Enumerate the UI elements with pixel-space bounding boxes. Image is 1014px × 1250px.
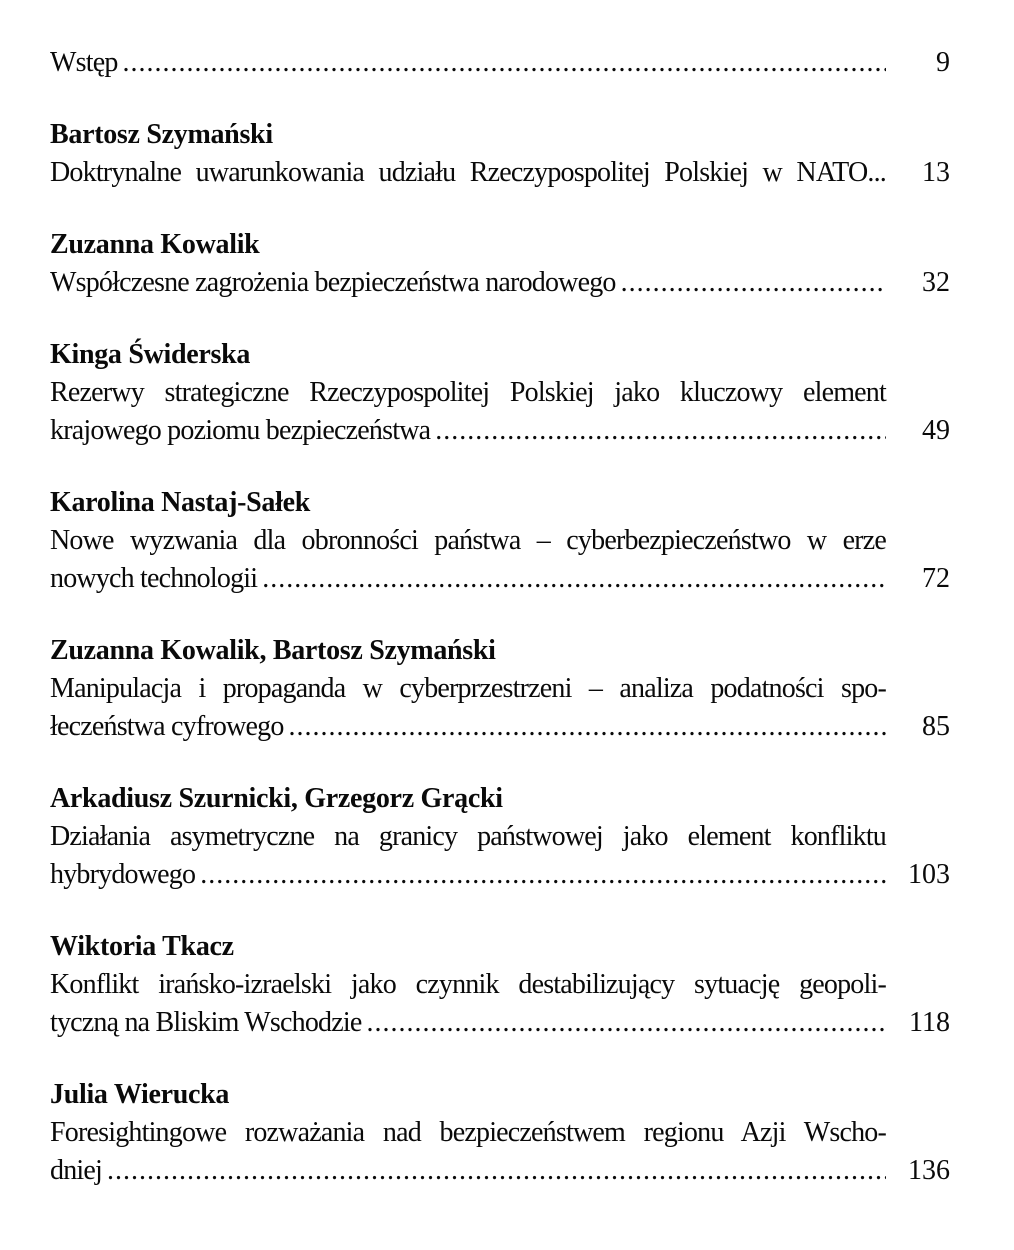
title-line: łeczeństwa cyfrowego xyxy=(50,711,284,742)
title-line: dniej xyxy=(50,1155,102,1186)
title-line: Nowe wyzwania dla obronności państwa – cyberbezpieczeństwo w erze xyxy=(50,525,886,556)
dot-leader xyxy=(195,856,886,894)
entry-title-lines xyxy=(50,522,950,598)
page-number: 72 xyxy=(922,563,950,594)
page-number: 103 xyxy=(908,859,950,890)
entry-title-lines xyxy=(50,818,950,894)
toc-entry xyxy=(50,116,950,192)
toc-entry xyxy=(50,780,950,894)
dot-leader xyxy=(361,1004,886,1042)
entry-authors: Wiktoria Tkacz xyxy=(50,931,234,962)
title-line: Działania asymetryczne na granicy państwowej jako element konfliktu xyxy=(50,821,886,852)
toc-entry xyxy=(50,226,950,302)
title-last-line xyxy=(50,412,950,450)
page-number: 136 xyxy=(908,1155,950,1186)
title-line: Manipulacja i propaganda w cyberprzestrzeni – analiza podatności spo- xyxy=(50,673,886,704)
title-line: krajowego poziomu bezpieczeństwa xyxy=(50,415,431,446)
title-line: Współczesne zagrożenia bezpieczeństwa narodowego xyxy=(50,267,616,298)
title-line: nowych technologii xyxy=(50,563,258,594)
toc-entry xyxy=(50,632,950,746)
toc-entries xyxy=(50,44,950,1190)
entry-authors: Julia Wierucka xyxy=(50,1079,230,1110)
toc-entry xyxy=(50,1076,950,1190)
title-last-line xyxy=(50,44,950,82)
page-number: 49 xyxy=(922,415,950,446)
dot-leader xyxy=(430,412,886,450)
entry-title-lines xyxy=(50,670,950,746)
title-line: Foresightingowe rozważania nad bezpieczeństwem regionu Azji Wscho- xyxy=(50,1117,886,1148)
title-last-line xyxy=(50,560,950,598)
dot-leader xyxy=(257,560,886,598)
title-line: Doktrynalne uwarunkowania udziału Rzeczypospolitej Polskiej w NATO... xyxy=(50,157,886,188)
entry-authors: Kinga Świderska xyxy=(50,339,251,370)
toc-entry xyxy=(50,928,950,1042)
dot-leader xyxy=(102,1152,886,1190)
page-number: 118 xyxy=(909,1007,950,1038)
entry-authors: Bartosz Szymański xyxy=(50,119,273,150)
toc-entry xyxy=(50,44,950,82)
title-last-line xyxy=(50,856,950,894)
dot-leader xyxy=(284,708,886,746)
entry-authors: Arkadiusz Szurnicki, Grzegorz Grącki xyxy=(50,783,503,814)
page-number: 32 xyxy=(922,267,950,298)
entry-title-lines xyxy=(50,966,950,1042)
title-line: Rezerwy strategiczne Rzeczypospolitej Polskiej jako kluczowy element xyxy=(50,377,886,408)
title-last-line xyxy=(50,1152,950,1190)
title-line: hybrydowego xyxy=(50,859,196,890)
entry-title-lines xyxy=(50,264,950,302)
title-last-line xyxy=(50,154,950,192)
entry-title-lines xyxy=(50,1114,950,1190)
page-number: 85 xyxy=(922,711,950,742)
entry-authors: Zuzanna Kowalik, Bartosz Szymański xyxy=(50,635,496,666)
title-last-line xyxy=(50,264,950,302)
title-line: Wstęp xyxy=(50,47,118,78)
page-number: 13 xyxy=(922,157,950,188)
entry-authors: Zuzanna Kowalik xyxy=(50,229,260,260)
dot-leader xyxy=(118,44,886,82)
page-number: 9 xyxy=(936,47,950,78)
toc-entry xyxy=(50,336,950,450)
entry-title-lines xyxy=(50,374,950,450)
title-last-line xyxy=(50,708,950,746)
toc-entry xyxy=(50,484,950,598)
title-line: tyczną na Bliskim Wschodzie xyxy=(50,1007,362,1038)
entry-title-lines xyxy=(50,154,950,192)
entry-title-lines xyxy=(50,44,950,82)
entry-authors: Karolina Nastaj-Sałek xyxy=(50,487,310,518)
title-line: Konflikt irańsko-izraelski jako czynnik destabilizujący sytuację geopoli- xyxy=(50,969,886,1000)
title-last-line xyxy=(50,1004,950,1042)
dot-leader xyxy=(616,264,886,302)
